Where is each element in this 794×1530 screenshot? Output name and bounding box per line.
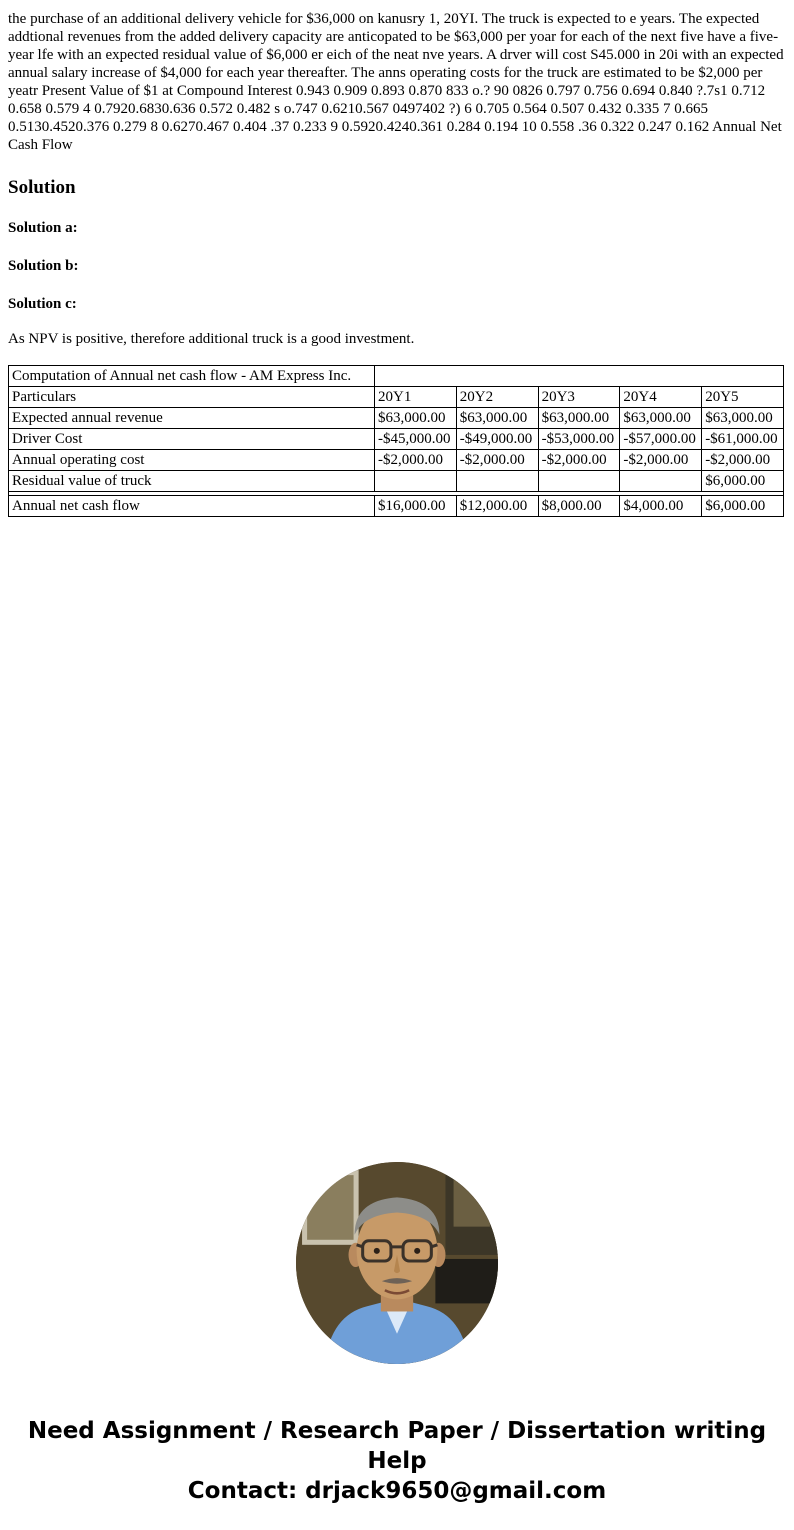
cell-value: -$45,000.00 [375, 429, 457, 450]
tutor-avatar-illustration [296, 1162, 498, 1364]
npv-conclusion: As NPV is positive, therefore additional truck is a good investment. [8, 331, 415, 347]
table-title-filler [375, 366, 784, 387]
cell-value [375, 471, 457, 492]
solution-c-heading: Solution c: [8, 296, 77, 312]
cell-value [456, 471, 538, 492]
footer-banner [8, 1416, 786, 1506]
row-label: Expected annual revenue [9, 408, 375, 429]
footer-contact-email: Contact: drjack9650@gmail.com [187, 1478, 607, 1504]
table-row-driver-cost [9, 429, 784, 450]
cell-value: -$49,000.00 [456, 429, 538, 450]
cell-value: -$2,000.00 [620, 450, 702, 471]
cell-value: $4,000.00 [620, 496, 702, 517]
cell-value: $63,000.00 [456, 408, 538, 429]
column-header-20y3: 20Y3 [538, 387, 620, 408]
row-label: Residual value of truck [9, 471, 375, 492]
cell-value: -$2,000.00 [538, 450, 620, 471]
avatar-container [8, 1162, 786, 1364]
tutor-avatar-photo [296, 1162, 498, 1364]
table-row-residual-value [9, 471, 784, 492]
row-label: Annual operating cost [9, 450, 375, 471]
solution-b-heading: Solution b: [8, 258, 79, 274]
cell-value: $6,000.00 [702, 471, 784, 492]
solution-heading: Solution [8, 177, 76, 198]
cell-value: $63,000.00 [375, 408, 457, 429]
column-header-20y5: 20Y5 [702, 387, 784, 408]
cell-value: -$53,000.00 [538, 429, 620, 450]
solution-a-heading: Solution a: [8, 220, 78, 236]
cell-value: $63,000.00 [620, 408, 702, 429]
table-title-row [9, 366, 784, 387]
cell-value: $6,000.00 [702, 496, 784, 517]
cell-value: -$2,000.00 [702, 450, 784, 471]
cell-value: $63,000.00 [702, 408, 784, 429]
table-row-revenue [9, 408, 784, 429]
cashflow-table [8, 365, 784, 517]
column-header-20y1: 20Y1 [375, 387, 457, 408]
intro-paragraph: the purchase of an additional delivery vehicle for $36,000 on kanusry 1, 20YI. The truck is expected to e years. The expected addtional revenues from the added delivery capacity are anticopated to be $63,000 per yoar for each of the next five have a five-year lfe with an expected residual value of $6,000 er eich of the neat nve years. A drver will cost S45.000 in 20i with an expected annual salary increase of $4,000 for each year thereafter. The anns operating costs for the truck are estimated to be $2,000 per yeatr Present Value of $1 at Compound Interest 0.943 0.909 0.893 0.870 833 o.? 90 0826 0.797 0.756 0.694 0.840 ?.7s1 0.712 0.658 0.579 4 0.7920.6830.636 0.572 0.482 s o.747 0.6210.567 0497402 ?) 6 0.705 0.564 0.507 0.432 0.335 7 0.665 0.5130.4520.376 0.279 8 0.6270.467 0.404 .37 0.233 9 0.5920.4240.361 0.284 0.194 10 0.558 .36 0.322 0.247 0.162 Annual Net Cash Flow [8, 11, 784, 153]
cell-value [538, 471, 620, 492]
cell-value: $12,000.00 [456, 496, 538, 517]
cell-value: -$61,000.00 [702, 429, 784, 450]
cell-value: $8,000.00 [538, 496, 620, 517]
table-row-operating-cost [9, 450, 784, 471]
table-header-row [9, 387, 784, 408]
row-label: Annual net cash flow [9, 496, 375, 517]
cell-value: -$2,000.00 [375, 450, 457, 471]
column-header-particulars: Particulars [9, 387, 375, 408]
column-header-20y4: 20Y4 [620, 387, 702, 408]
cell-value [620, 471, 702, 492]
table-title: Computation of Annual net cash flow - AM Express Inc. [9, 366, 375, 387]
column-header-20y2: 20Y2 [456, 387, 538, 408]
cell-value: $16,000.00 [375, 496, 457, 517]
cell-value: $63,000.00 [538, 408, 620, 429]
table-row-net-cash-flow [9, 496, 784, 517]
cell-value: -$2,000.00 [456, 450, 538, 471]
cell-value: -$57,000.00 [620, 429, 702, 450]
row-label: Driver Cost [9, 429, 375, 450]
footer-help-text: Need Assignment / Research Paper / Dissertation writing Help [27, 1418, 767, 1474]
